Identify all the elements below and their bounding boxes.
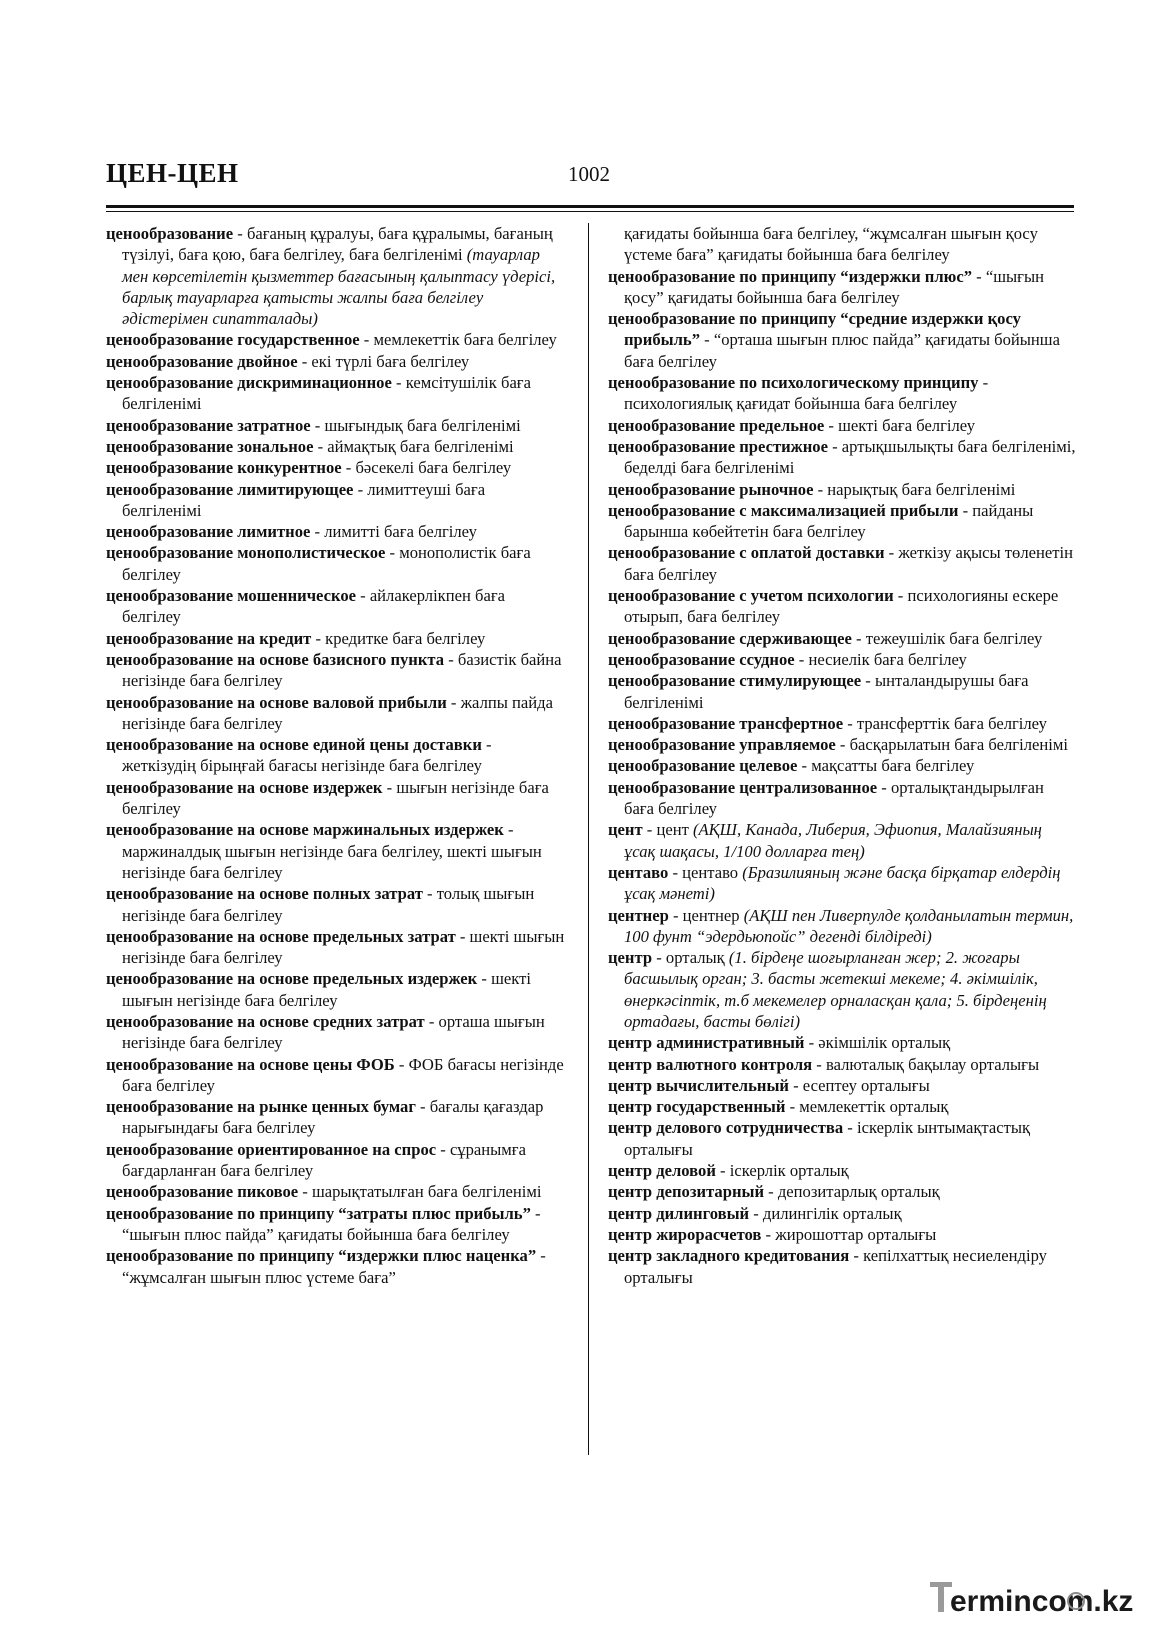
entry-definition: іскерлік ынтымақтастық орталығы	[624, 1118, 1031, 1159]
entry-separator: -	[415, 1097, 430, 1117]
dictionary-entry	[106, 692, 566, 735]
dictionary-entry	[106, 479, 566, 522]
entry-definition: центаво	[682, 862, 743, 882]
entry-note: (АҚШ пен Ливерпулде қолданылатын термин, 100 фунт “эдердьюпойс” дегенді білдіреді)	[624, 905, 1074, 946]
entry-term: ценообразование централизованное	[608, 777, 878, 797]
entry-term: центр закладного кредитования	[608, 1246, 850, 1266]
entry-term: ценообразование рыночное	[608, 479, 814, 499]
entry-separator: -	[359, 330, 374, 350]
entry-term: ценообразование престижное	[608, 436, 828, 456]
entry-term: ценообразование	[106, 224, 234, 243]
entry-separator: -	[851, 628, 866, 648]
entry-note: (АҚШ, Канада, Либерия, Эфиопия, Малайзияның ұсақ шақасы, 1/100 долларға тең)	[624, 820, 1042, 861]
entry-term: ценообразование на основе цены ФОБ	[106, 1054, 395, 1074]
entry-definition: орталықтандырылған баға белгілеу	[624, 777, 1044, 819]
entry-separator: -	[446, 692, 461, 712]
entry-term: ценообразование по принципу “затраты плюс прибыль”	[106, 1203, 531, 1223]
entry-note: (тауарлар мен көрсетілетін қызметтер бағасының қалыптасу үдерісі, барлық тауарларға қатысты жалпы баға белгілеу әдістерімен сипатталады)	[122, 245, 556, 329]
entry-separator: -	[391, 373, 406, 393]
dictionary-entry	[106, 436, 566, 457]
header-rule-thick	[106, 205, 1074, 208]
entry-separator: -	[797, 756, 812, 776]
entry-term: центаво	[608, 862, 669, 882]
entry-term: центр	[608, 948, 653, 968]
entry-definition: шекті шығын негізінде баға белгілеу	[122, 969, 531, 1010]
entry-term: ценообразование дискриминационное	[106, 373, 392, 393]
entry-separator: -	[353, 479, 368, 499]
dictionary-entry	[608, 415, 1076, 436]
entry-separator: -	[310, 522, 325, 542]
dictionary-entry	[106, 521, 566, 542]
entry-separator: -	[715, 1161, 730, 1181]
entry-separator: -	[794, 649, 809, 669]
entry-term: ценообразование на основе валовой прибыли	[106, 692, 447, 712]
entry-separator: -	[824, 415, 839, 435]
dictionary-entry	[608, 266, 1076, 309]
entry-separator: -	[843, 713, 857, 733]
dictionary-entry	[608, 436, 1076, 479]
entry-separator: -	[477, 969, 492, 989]
entry-definition: шекті шығын негізінде баға белгілеу	[122, 926, 565, 968]
dictionary-entry	[106, 223, 566, 329]
entry-separator: -	[341, 458, 356, 478]
entry-definition: нарықтық баға белгіленімі	[827, 479, 1016, 499]
entry-separator: -	[804, 1033, 819, 1053]
entry-term: ценообразование на основе полных затрат	[106, 884, 423, 904]
dictionary-entry	[608, 1245, 1076, 1288]
dictionary-entry	[608, 905, 1076, 948]
entry-term: ценообразование государственное	[106, 330, 360, 350]
entry-separator: -	[424, 1011, 439, 1031]
entry-term: ценообразование на основе предельных издержек	[106, 969, 478, 989]
dictionary-entry	[608, 372, 1076, 415]
entry-definition: орташа шығын негізінде баға белгілеу	[122, 1011, 545, 1053]
dictionary-entry	[608, 1160, 1076, 1181]
entry-term: ценообразование ссудное	[608, 649, 795, 669]
dictionary-entry	[608, 947, 1076, 1032]
entry-definition: шығын негізінде баға белгілеу	[122, 777, 549, 819]
entry-definition: психологиялық қағидат бойынша баға белгілеу	[624, 394, 958, 414]
entry-separator: -	[827, 436, 842, 456]
dictionary-entry	[608, 479, 1076, 500]
dictionary-entry	[106, 1096, 566, 1139]
entry-definition: центнер	[682, 905, 744, 925]
entry-term: ценообразование на основе базисного пункта	[106, 649, 445, 669]
entry-term: ценообразование по принципу “издержки плюс”	[608, 266, 973, 286]
dictionary-entry	[106, 734, 566, 777]
entry-separator: -	[455, 926, 470, 946]
dictionary-entry	[106, 585, 566, 628]
entry-definition: екі түрлі баға белгілеу	[311, 351, 470, 371]
entry-term: ценообразование по психологическому принципу	[608, 373, 979, 393]
entry-separator: -	[835, 735, 850, 755]
dictionary-entry	[608, 1203, 1076, 1224]
entry-term: центр государственный	[608, 1097, 786, 1117]
dictionary-entry	[608, 713, 1076, 734]
right-column	[608, 223, 1076, 1288]
dictionary-entry	[106, 351, 566, 372]
continued-definition: қағидаты бойынша баға белгілеу, “жұмсалған шығын қосу үстеме баға” қағидаты бойынша баға белгілеу	[624, 224, 1038, 265]
entry-separator: -	[481, 735, 492, 755]
entry-separator: -	[668, 862, 683, 882]
entry-term: ценообразование на кредит	[106, 628, 312, 648]
entry-definition: айлакерлікпен баға белгілеу	[122, 586, 506, 627]
entry-separator: -	[394, 1054, 409, 1074]
entry-separator: -	[536, 1246, 546, 1266]
entry-separator: -	[233, 224, 247, 243]
entry-definition: басқарылатын баға белгіленімі	[849, 735, 1068, 755]
entry-separator: -	[861, 671, 875, 691]
entry-separator: -	[668, 905, 683, 925]
entry-term: ценообразование лимитное	[106, 522, 311, 542]
entry-definition: трансферттік баға белгілеу	[856, 713, 1047, 733]
entry-definition: мемлекеттік баға белгілеу	[373, 330, 557, 350]
entry-term: ценообразование пиковое	[106, 1182, 299, 1202]
entry-separator: -	[436, 1139, 450, 1159]
left-column	[106, 223, 566, 1288]
entry-separator: -	[444, 649, 458, 669]
dictionary-entry	[608, 1096, 1076, 1117]
entry-term: ценообразование мошенническое	[106, 586, 356, 606]
dictionary-entry	[106, 1139, 566, 1182]
termincom-logo	[930, 1578, 1138, 1624]
dictionary-entry	[106, 777, 566, 820]
dictionary-entry	[106, 628, 566, 649]
dictionary-entry	[106, 415, 566, 436]
entry-term: центр делового сотрудничества	[608, 1118, 844, 1138]
entry-definition: кредитке баға белгілеу	[325, 628, 486, 648]
entry-separator: -	[785, 1097, 800, 1117]
page-number: 1002	[568, 162, 610, 186]
dictionary-entry	[608, 542, 1076, 585]
entry-term: ценообразование на основе маржинальных издержек	[106, 820, 504, 840]
entry-separator: -	[530, 1203, 541, 1223]
entry-note: (1. бірдеңе шоғырланған жер; 2. жоғары басшылық орган; 3. басты жетекші мекеме; 4. әкімшілік, өнеркәсіптік, т.б мекемелер орналасқан қала; 5. бірдеңенің ортадағы, басты бөлігі)	[624, 948, 1047, 1031]
entry-term: центр административный	[608, 1033, 805, 1053]
dictionary-entry	[608, 1075, 1076, 1096]
entry-definition: орталық	[665, 948, 729, 968]
dictionary-entry	[106, 329, 566, 350]
entry-definition: “шығын қосу” қағидаты бойынша баға белгілеу	[624, 266, 1044, 307]
dictionary-entry	[608, 585, 1076, 628]
entry-separator: -	[761, 1224, 776, 1244]
entry-term: ценообразование целевое	[608, 756, 798, 776]
entry-note: (Бразилияның және басқа бірқатар елдердің ұсақ мәнеті)	[624, 862, 1061, 904]
entry-separator: -	[652, 948, 666, 968]
dictionary-entry	[608, 1181, 1076, 1202]
entry-term: центр жирорасчетов	[608, 1224, 762, 1244]
entry-separator: -	[310, 415, 325, 435]
entry-separator: -	[313, 436, 328, 456]
entry-term: центр депозитарный	[608, 1182, 765, 1202]
dictionary-entry	[106, 1011, 566, 1054]
dictionary-entry	[608, 308, 1076, 372]
dictionary-entry	[106, 1203, 566, 1246]
entry-term: ценообразование на основе единой цены доставки	[106, 735, 482, 755]
dictionary-entry	[608, 1054, 1076, 1075]
entry-definition: шекті баға белгілеу	[838, 415, 976, 435]
dictionary-entry	[608, 819, 1076, 862]
entry-term: ценообразование по принципу “издержки плюс наценка”	[106, 1246, 537, 1266]
entry-definition: есептеу орталығы	[802, 1075, 930, 1095]
entry-term: ценообразование трансфертное	[608, 713, 844, 733]
dictionary-entry	[106, 1181, 566, 1202]
entry-term: ценообразование ориентированное на спрос	[106, 1139, 437, 1159]
entry-definition: бағалы қағаздар нарығындағы баға белгілеу	[122, 1097, 544, 1138]
entry-definition: несиелік баға белгілеу	[808, 649, 967, 669]
dictionary-entry	[608, 1117, 1076, 1160]
entry-separator: -	[893, 586, 908, 606]
entry-definition: жеткізу ақысы төленетін баға белгілеу	[624, 543, 1073, 584]
entry-definition: жирошоттар орталығы	[775, 1224, 937, 1244]
column-divider	[588, 223, 589, 1455]
entry-term: цент	[608, 820, 643, 840]
entry-definition: жеткізудің бірыңғай бағасы негізінде баға белгілеу	[122, 756, 482, 776]
entry-separator: -	[311, 628, 326, 648]
entry-separator: -	[503, 820, 514, 840]
entry-term: ценообразование двойное	[106, 351, 298, 371]
dictionary-entry	[106, 1054, 566, 1097]
entry-definition: лимитті баға белгілеу	[324, 522, 477, 542]
entry-definition: ФОБ бағасы негізінде баға белгілеу	[122, 1054, 564, 1095]
entry-separator: -	[812, 1054, 826, 1074]
entry-term: центнер	[608, 905, 669, 925]
entry-definition: “шығын плюс пайда” қағидаты бойынша баға белгілеу	[122, 1224, 510, 1244]
dictionary-entry	[106, 819, 566, 883]
entry-separator: -	[843, 1118, 857, 1138]
header-range: ЦЕН-ЦЕН	[106, 158, 239, 188]
entry-term: ценообразование на основе средних затрат	[106, 1011, 425, 1031]
entry-definition: мемлекеттік орталық	[799, 1097, 949, 1117]
entry-definition: пайданы барынша көбейтетін баға белгілеу	[624, 500, 1034, 542]
header-rule-thin	[106, 211, 1074, 212]
entry-definition: жалпы пайда негізінде баға белгілеу	[122, 692, 553, 733]
entry-definition: іскерлік орталық	[729, 1161, 849, 1181]
entry-term: ценообразование на рынке ценных бумаг	[106, 1097, 416, 1117]
entry-definition: цент	[656, 820, 693, 840]
entry-definition: шығындық баға белгіленімі	[324, 415, 521, 435]
entry-separator: -	[877, 777, 891, 797]
dictionary-entry	[106, 542, 566, 585]
entry-definition: “жұмсалған шығын плюс үстеме баға”	[122, 1267, 396, 1287]
entry-definition: психологияны ескере отырып, баға белгілеу	[624, 586, 1059, 627]
entry-separator: -	[749, 1203, 763, 1223]
dictionary-entry	[608, 500, 1076, 543]
entry-definition: валюталық бақылау орталығы	[825, 1054, 1040, 1074]
dictionary-entry	[106, 968, 566, 1011]
entry-definition: толық шығын негізінде баға белгілеу	[122, 884, 535, 925]
entry-definition: кемсітушілік баға белгіленімі	[122, 373, 531, 414]
entry-term: ценообразование на основе предельных затрат	[106, 926, 456, 946]
dictionary-entry	[608, 777, 1076, 820]
entry-definition: сұранымға бағдарланған баға белгілеу	[122, 1139, 526, 1181]
entry-definition: ынталандырушы баға белгіленімі	[624, 671, 1029, 712]
dictionary-entry	[106, 1245, 566, 1288]
entry-term: ценообразование затратное	[106, 415, 311, 435]
entry-definition: кепілхаттық несиелендіру орталығы	[624, 1246, 1047, 1287]
entry-definition: аймақтық баға белгіленімі	[327, 436, 514, 456]
dictionary-entry	[608, 1032, 1076, 1053]
entry-definition: артықшылықты баға белгіленімі, беделді баға белгіленімі	[624, 436, 1076, 478]
dictionary-entry	[106, 649, 566, 692]
entry-definition: маржиналдық шығын негізінде баға белгілеу, шекті шығын негізінде баға белгілеу	[122, 841, 542, 882]
entry-term: центр вычислительный	[608, 1075, 789, 1095]
dictionary-entry	[608, 628, 1076, 649]
entry-term: ценообразование с максимализацией прибыли	[608, 500, 959, 520]
entry-separator: -	[958, 500, 973, 520]
dictionary-entry	[608, 670, 1076, 713]
entry-term: ценообразование с оплатой доставки	[608, 543, 885, 563]
entry-term: ценообразование сдерживающее	[608, 628, 852, 648]
entry-separator: -	[764, 1182, 778, 1202]
entry-separator: -	[297, 351, 312, 371]
entry-definition: депозитарлық орталық	[777, 1182, 940, 1202]
entry-term: ценообразование зональное	[106, 436, 314, 456]
entry-term: ценообразование монополистическое	[106, 543, 386, 563]
entry-separator: -	[700, 330, 714, 350]
entry-separator: -	[884, 543, 899, 563]
entry-definition: әкімшілік орталық	[818, 1033, 951, 1053]
entry-separator: -	[972, 266, 986, 286]
entry-separator: -	[422, 884, 437, 904]
entry-definition: бағаның құралуы, баға құралымы, бағаның түзілуі, баға қою, баға белгілеу, баға белгіленімі	[122, 224, 553, 265]
entry-separator: -	[298, 1182, 312, 1202]
entry-definition: тежеушілік баға белгілеу	[865, 628, 1043, 648]
dictionary-entry	[106, 457, 566, 478]
entry-separator: -	[978, 373, 989, 393]
entry-definition: монополистік баға белгілеу	[122, 543, 531, 584]
entry-term: ценообразование по принципу “средние издержки қосу прибыль”	[608, 309, 1021, 350]
entry-definition: базистік байна негізінде баға белгілеу	[122, 649, 562, 691]
dictionary-entry	[608, 862, 1076, 905]
entry-term: ценообразование лимитирующее	[106, 479, 354, 499]
entry-term: центр валютного контроля	[608, 1054, 813, 1074]
entry-separator: -	[788, 1075, 803, 1095]
entry-separator: -	[813, 479, 828, 499]
entry-definition: шарықтатылған баға белгіленімі	[311, 1182, 542, 1202]
entry-definition: дилингілік орталық	[762, 1203, 902, 1223]
entry-separator: -	[849, 1246, 864, 1266]
dictionary-entry	[106, 883, 566, 926]
dictionary-entry	[608, 649, 1076, 670]
entry-term: центр деловой	[608, 1161, 716, 1181]
dictionary-entry	[106, 372, 566, 415]
page-header	[106, 158, 1074, 206]
entry-definition: лимиттеуші баға белгіленімі	[122, 479, 486, 520]
entry-term: ценообразование предельное	[608, 415, 825, 435]
entry-separator: -	[642, 820, 657, 840]
entry-definition: бәсекелі баға белгілеу	[355, 458, 512, 478]
entry-definition: мақсатты баға белгілеу	[811, 756, 975, 776]
dictionary-entry	[608, 734, 1076, 755]
dictionary-entry	[608, 1224, 1076, 1245]
entry-term: ценообразование на основе издержек	[106, 777, 383, 797]
entry-term: ценообразование стимулирующее	[608, 671, 862, 691]
entry-term: ценообразование с учетом психологии	[608, 586, 894, 606]
dictionary-entry	[608, 755, 1076, 776]
entry-separator: -	[355, 586, 370, 606]
svg-text:ermincom.kz: ermincom.kz	[950, 1585, 1134, 1618]
entry-term: ценообразование управляемое	[608, 735, 836, 755]
entry-separator: -	[382, 777, 397, 797]
entry-separator: -	[385, 543, 400, 563]
entry-definition: “орташа шығын плюс пайда” қағидаты бойынша баға белгілеу	[624, 330, 1060, 371]
entry-term: ценообразование конкурентное	[106, 458, 342, 478]
entry-term: центр дилинговый	[608, 1203, 750, 1223]
dictionary-entry	[106, 926, 566, 969]
